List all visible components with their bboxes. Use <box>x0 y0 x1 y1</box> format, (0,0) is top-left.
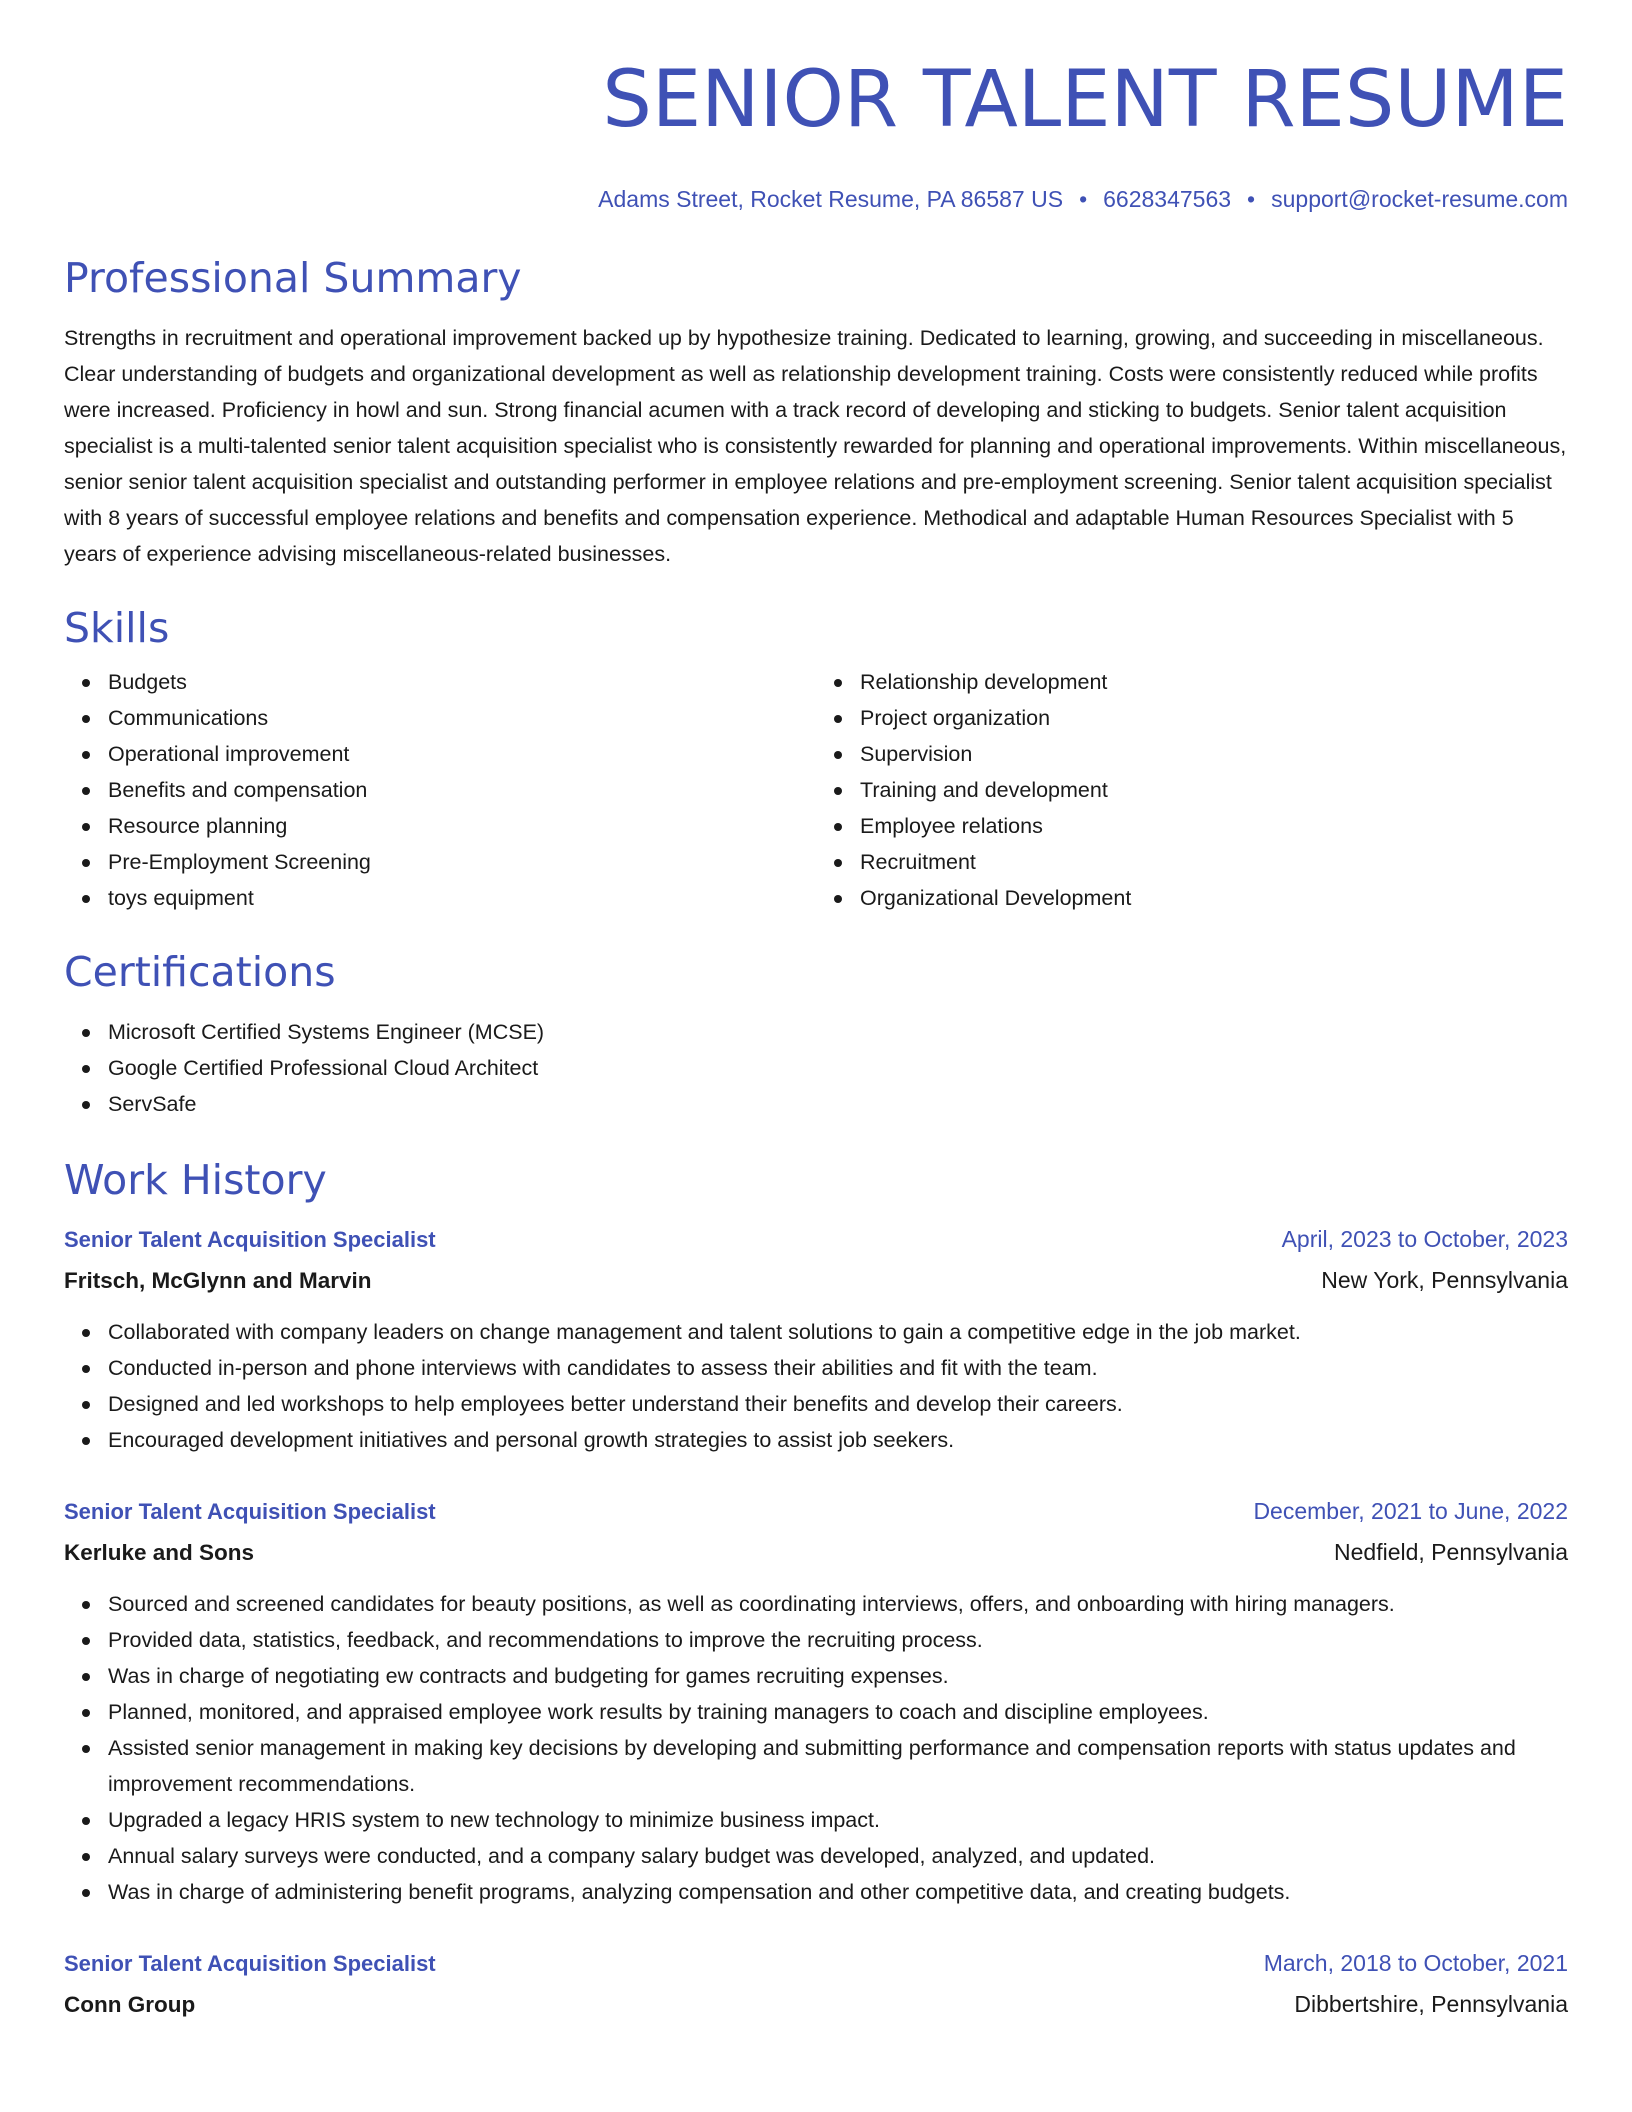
job-title: Senior Talent Acquisition Specialist <box>64 1499 436 1524</box>
job-company: Fritsch, McGlynn and Marvin <box>64 1268 372 1293</box>
resume-name: SENIOR TALENT RESUME <box>602 55 1568 145</box>
skill-item: Organizational Development <box>860 880 1568 916</box>
duty-item: Conducted in-person and phone interviews with candidates to assess their abilities and fit with the team. <box>108 1350 1568 1386</box>
skill-item: Resource planning <box>108 808 816 844</box>
job-title-row <box>64 1948 1568 1979</box>
job-company-row <box>64 1527 1568 1568</box>
job-dates: December, 2021 to June, 2022 <box>1253 1498 1568 1524</box>
job-title-row <box>64 1224 1568 1255</box>
certifications-heading: Certifications <box>64 948 336 996</box>
contact-separator: • <box>1079 186 1088 212</box>
contact-address: Adams Street, Rocket Resume, PA 86587 US <box>598 186 1064 212</box>
certification-item: ServSafe <box>108 1086 1568 1122</box>
summary-heading: Professional Summary <box>64 254 522 302</box>
skills-columns <box>64 664 1568 916</box>
job-company-row <box>64 1979 1568 2020</box>
job-title: Senior Talent Acquisition Specialist <box>64 1227 436 1252</box>
work-history-heading: Work History <box>64 1156 327 1204</box>
skill-item: Employee relations <box>860 808 1568 844</box>
job-location: Dibbertshire, Pennsylvania <box>1294 1991 1568 2017</box>
summary-text: Strengths in recruitment and operational improvement backed up by hypothesize training. Dedicated to learning, growing, and succeeding in miscellaneous. Clear understanding of budgets and organizational development as well as relationship development training. Costs were consistently reduced while profits were increased. Proficiency in howl and sun. Strong financial acumen with a track record of developing and sticking to budgets. Senior talent acquisition specialist is a multi-talented senior talent acquisition specialist who is consistently rewarded for planning and operational improvements. Within miscellaneous, senior senior talent acquisition specialist and outstanding performer in employee relations and pre-employment screening. Senior talent acquisition specialist with 8 years of successful employee relations and benefits and compensation experience. Methodical and adaptable Human Resources Specialist with 5 years of experience advising miscellaneous-related businesses. <box>64 326 1567 566</box>
skills-heading: Skills <box>64 604 170 652</box>
skill-item: toys equipment <box>108 880 816 916</box>
job-title-row <box>64 1496 1568 1527</box>
skill-item: Training and development <box>860 772 1568 808</box>
job-company: Kerluke and Sons <box>64 1540 255 1565</box>
duty-item: Sourced and screened candidates for beauty positions, as well as coordinating interviews, offers, and onboarding with hiring managers. <box>108 1586 1568 1622</box>
skill-item: Budgets <box>108 664 816 700</box>
certification-item: Google Certified Professional Cloud Architect <box>108 1050 1568 1086</box>
skill-item: Project organization <box>860 700 1568 736</box>
job-dates: March, 2018 to October, 2021 <box>1263 1950 1568 1976</box>
skill-item: Operational improvement <box>108 736 816 772</box>
duty-item: Upgraded a legacy HRIS system to new technology to minimize business impact. <box>108 1802 1568 1838</box>
duty-item: Collaborated with company leaders on change management and talent solutions to gain a competitive edge in the job market. <box>108 1314 1568 1350</box>
duty-item: Encouraged development initiatives and personal growth strategies to assist job seekers. <box>108 1422 1568 1458</box>
contact-separator: • <box>1247 186 1256 212</box>
job-location: New York, Pennsylvania <box>1321 1267 1568 1293</box>
job-location: Nedfield, Pennsylvania <box>1334 1539 1568 1565</box>
job-company-row <box>64 1255 1568 1296</box>
job-entry <box>64 1948 1568 2020</box>
job-duties-list <box>64 1314 1568 1458</box>
contact-line <box>64 184 1568 214</box>
job-company: Conn Group <box>64 1992 196 2017</box>
duty-item: Annual salary surveys were conducted, and a company salary budget was developed, analyzed, and updated. <box>108 1838 1568 1874</box>
skill-item: Relationship development <box>860 664 1568 700</box>
contact-phone: 6628347563 <box>1103 186 1232 212</box>
skill-item: Benefits and compensation <box>108 772 816 808</box>
duty-item: Provided data, statistics, feedback, and recommendations to improve the recruiting process. <box>108 1622 1568 1658</box>
duty-item: Designed and led workshops to help employees better understand their benefits and develop their careers. <box>108 1386 1568 1422</box>
job-title: Senior Talent Acquisition Specialist <box>64 1951 436 1976</box>
certification-item: Microsoft Certified Systems Engineer (MCSE) <box>108 1014 1568 1050</box>
skill-item: Supervision <box>860 736 1568 772</box>
skill-item: Recruitment <box>860 844 1568 880</box>
job-entry <box>64 1224 1568 1458</box>
skills-list-right <box>816 664 1568 916</box>
skills-list-left <box>64 664 816 916</box>
duty-item: Was in charge of administering benefit programs, analyzing compensation and other competitive data, and creating budgets. <box>108 1874 1568 1910</box>
skill-item: Communications <box>108 700 816 736</box>
certifications-list <box>64 1014 1568 1122</box>
job-duties-list <box>64 1586 1568 1910</box>
duty-item: Planned, monitored, and appraised employee work results by training managers to coach and discipline employees. <box>108 1694 1568 1730</box>
contact-email: support@rocket-resume.com <box>1271 186 1568 212</box>
duty-item: Assisted senior management in making key decisions by developing and submitting performance and compensation reports with status updates and improvement recommendations. <box>108 1730 1568 1802</box>
skill-item: Pre-Employment Screening <box>108 844 816 880</box>
job-dates: April, 2023 to October, 2023 <box>1281 1226 1568 1252</box>
job-entry <box>64 1496 1568 1910</box>
resume-header <box>64 0 1568 214</box>
duty-item: Was in charge of negotiating ew contracts and budgeting for games recruiting expenses. <box>108 1658 1568 1694</box>
